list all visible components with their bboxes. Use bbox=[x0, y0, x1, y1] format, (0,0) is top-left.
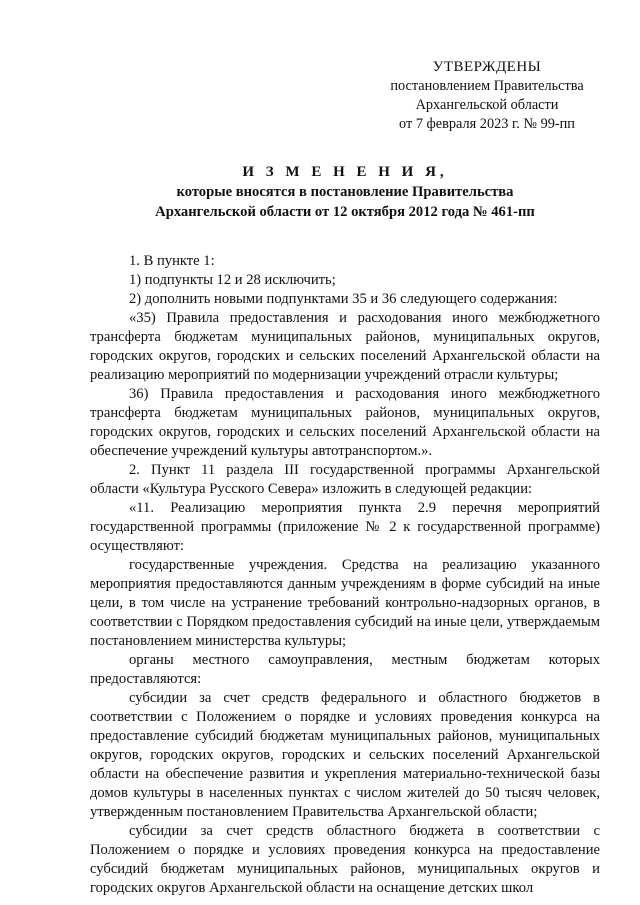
approval-heading: УТВЕРЖДЕНЫ bbox=[432, 59, 542, 75]
paragraph: 36) Правила предоставления и расходования иного межбюджетного трансферта бюджетам муниципальных районов, муниципальных округов, городских округов, городских и сельских поселений Архангельской области на обеспечение учреждений культуры автотранспортом.». bbox=[90, 386, 600, 459]
approval-date: от 7 февраля 2023 г. № 99-пп bbox=[399, 116, 575, 132]
title-heading: И З М Е Н Е Н И Я, bbox=[242, 164, 448, 180]
approval-line: постановлением Правительства bbox=[390, 78, 584, 94]
paragraph: органы местного самоуправления, местным бюджетам которых предоставляются: bbox=[90, 652, 600, 687]
title-subline: которые вносятся в постановление Правительства bbox=[176, 184, 514, 200]
paragraph: «35) Правила предоставления и расходования иного межбюджетного трансферта бюджетам муниципальных районов, муниципальных округов, городских округов, городских и сельских поселений Архангельской области на реализацию мероприятий по модернизации учреждений отрасли культуры; bbox=[90, 310, 600, 383]
approval-stamp bbox=[372, 58, 602, 134]
paragraph: субсидии за счет средств федерального и областного бюджетов в соответствии с Положением о порядке и условиях проведения конкурса на предоставление субсидий бюджетам муниципальных районов, муниципальных округов, городских округов, городских и сельских поселений Архангельской области на обеспечение развития и укрепления материально-технической базы домов культуры в населенных пунктах с числом жителей до 50 тысяч человек, утвержденным постановлением Правительства Архангельской области; bbox=[90, 690, 600, 820]
paragraph: 2) дополнить новыми подпунктами 35 и 36 следующего содержания: bbox=[129, 291, 558, 307]
document-title bbox=[80, 162, 610, 222]
paragraph: «11. Реализацию мероприятия пункта 2.9 перечня мероприятий государственной программы (приложение № 2 к государственной программе) осуществляют: bbox=[90, 500, 600, 554]
document-body bbox=[90, 252, 600, 898]
paragraph: 2. Пункт 11 раздела III государственной программы Архангельской области «Культура Русского Севера» изложить в следующей редакции: bbox=[90, 462, 600, 497]
paragraph: субсидии за счет средств областного бюджета в соответствии с Положением о порядке и условиях проведения конкурса на предоставление субсидий бюджетам муниципальных районов, муниципальных округов и городских округов Архангельской области на оснащение детских школ bbox=[90, 823, 600, 896]
title-subline: Архангельской области от 12 октября 2012 года № 461-пп bbox=[155, 204, 535, 220]
approval-line: Архангельской области bbox=[415, 97, 559, 113]
paragraph: 1) подпункты 12 и 28 исключить; bbox=[129, 272, 336, 288]
paragraph: 1. В пункте 1: bbox=[129, 253, 215, 269]
paragraph: государственные учреждения. Средства на реализацию указанного мероприятия предоставляются данным учреждениям в форме субсидий на иные цели, в том числе на устранение требований контрольно-надзорных органов, в соответствии с Порядком предоставления субсидий на иные цели, утверждаемым постановлением министерства культуры; bbox=[90, 557, 600, 649]
